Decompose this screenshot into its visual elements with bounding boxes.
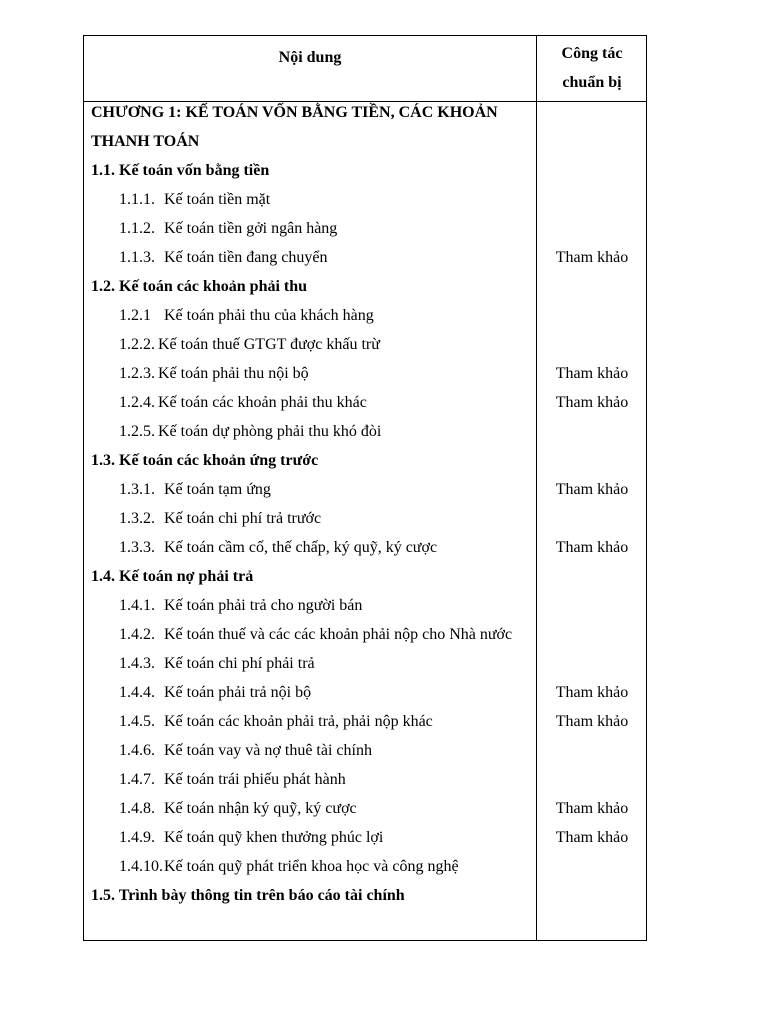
item-title: Kế toán dự phòng phải thu khó đòi (158, 423, 382, 440)
table-row (84, 504, 646, 533)
preparation-note: Tham khảo (555, 684, 629, 701)
item-title: Kế toán quỹ phát triển khoa học và công nghệ (164, 858, 459, 875)
item-number: 1.1.3. (119, 249, 155, 266)
item-text (119, 330, 380, 359)
item-title: Kế toán nhận ký quỹ, ký cược (164, 800, 357, 817)
item-text (119, 736, 372, 765)
table-row (84, 214, 646, 243)
item-text (119, 504, 321, 533)
table-row (84, 823, 646, 852)
table-row (84, 359, 646, 388)
item-title: Kế toán tạm ứng (164, 481, 271, 498)
item-title: Kế toán quỹ khen thưởng phúc lợi (164, 829, 384, 846)
table-row (84, 533, 646, 562)
item-title: Kế toán cầm cố, thế chấp, ký quỹ, ký cược (164, 539, 438, 556)
item-number: 1.2.4. (119, 394, 155, 411)
table-row (84, 185, 646, 214)
item-text (119, 678, 311, 707)
item-number: 1.3.1. (119, 481, 155, 498)
section-title: 1.2. Kế toán các khoản phải thu (91, 278, 308, 295)
item-text (119, 301, 374, 330)
section-heading-row (84, 272, 646, 301)
table-body (84, 98, 646, 910)
item-number: 1.2.1 (119, 307, 151, 324)
item-number: 1.4.6. (119, 742, 155, 759)
item-text (119, 852, 459, 881)
item-title: Kế toán tiền đang chuyển (164, 249, 328, 266)
item-text (119, 214, 337, 243)
item-number: 1.4.4. (119, 684, 155, 701)
item-text (119, 823, 383, 852)
table-row (84, 736, 646, 765)
chapter-heading-row (84, 127, 646, 156)
item-number: 1.4.10. (119, 858, 163, 875)
item-title: Kế toán phải thu của khách hàng (164, 307, 374, 324)
item-title: Kế toán thuế GTGT được khấu trừ (158, 336, 380, 353)
table-row (84, 707, 646, 736)
header-preparation-line1: Công tác (561, 45, 623, 62)
item-title: Kế toán phải thu nội bộ (158, 365, 309, 382)
item-number: 1.2.3. (119, 365, 155, 382)
table-row (84, 417, 646, 446)
item-text (119, 765, 346, 794)
item-text (119, 243, 328, 272)
preparation-note: Tham khảo (555, 365, 629, 382)
preparation-note: Tham khảo (555, 394, 629, 411)
preparation-note: Tham khảo (555, 481, 629, 498)
table-row (84, 475, 646, 504)
header-preparation (537, 39, 647, 97)
table-row (84, 678, 646, 707)
item-number: 1.4.3. (119, 655, 155, 672)
section-heading-row (84, 562, 646, 591)
section-title: 1.5. Trình bày thông tin trên báo cáo tài chính (91, 887, 405, 904)
item-text (119, 359, 309, 388)
item-text (119, 794, 357, 823)
item-number: 1.1.2. (119, 220, 155, 237)
section-title: 1.4. Kế toán nợ phải trả (91, 568, 254, 585)
preparation-note: Tham khảo (555, 539, 629, 556)
item-title: Kế toán vay và nợ thuê tài chính (164, 742, 372, 759)
chapter-title: THANH TOÁN (91, 133, 200, 150)
item-number: 1.2.2. (119, 336, 155, 353)
header-content: Nội dung (278, 49, 342, 66)
item-title: Kế toán tiền gởi ngân hàng (164, 220, 338, 237)
table-row (84, 852, 646, 881)
section-heading-row (84, 156, 646, 185)
item-number: 1.4.2. (119, 626, 155, 643)
item-title: Kế toán chi phí phải trả (164, 655, 315, 672)
item-text (119, 475, 271, 504)
table-row (84, 620, 646, 649)
preparation-note: Tham khảo (555, 829, 629, 846)
item-title: Kế toán chi phí trả trước (164, 510, 322, 527)
item-text (119, 417, 381, 446)
item-number: 1.3.2. (119, 510, 155, 527)
item-number: 1.1.1. (119, 191, 155, 208)
table-row (84, 649, 646, 678)
table-row (84, 794, 646, 823)
item-text (119, 591, 362, 620)
item-number: 1.4.7. (119, 771, 155, 788)
section-heading-row (84, 881, 646, 910)
item-number: 1.4.9. (119, 829, 155, 846)
item-number: 1.4.5. (119, 713, 155, 730)
item-number: 1.3.3. (119, 539, 155, 556)
item-title: Kế toán phải trả cho người bán (164, 597, 363, 614)
item-title: Kế toán phải trả nội bộ (164, 684, 312, 701)
section-heading-row (84, 446, 646, 475)
item-title: Kế toán các khoản phải trả, phải nộp khác (164, 713, 433, 730)
preparation-note: Tham khảo (555, 249, 629, 266)
contents-table (83, 35, 647, 941)
preparation-note: Tham khảo (555, 800, 629, 817)
header-preparation-line2: chuẩn bị (562, 74, 622, 91)
item-text (119, 533, 437, 562)
table-row (84, 243, 646, 272)
item-text (119, 185, 270, 214)
section-title: 1.3. Kế toán các khoản ứng trước (91, 452, 319, 469)
item-title: Kế toán thuế và các các khoản phải nộp cho Nhà nước (164, 626, 513, 643)
table-row (84, 388, 646, 417)
item-number: 1.4.8. (119, 800, 155, 817)
item-title: Kế toán các khoản phải thu khác (158, 394, 367, 411)
item-text (119, 649, 315, 678)
table-row (84, 591, 646, 620)
chapter-title: CHƯƠNG 1: KẾ TOÁN VỐN BẰNG TIỀN, CÁC KHOẢN (91, 104, 498, 121)
section-title: 1.1. Kế toán vốn bằng tiền (91, 162, 270, 179)
item-title: Kế toán trái phiếu phát hành (164, 771, 346, 788)
item-text (119, 707, 433, 736)
item-title: Kế toán tiền mặt (164, 191, 271, 208)
table-row (84, 765, 646, 794)
item-number: 1.4.1. (119, 597, 155, 614)
table-row (84, 330, 646, 359)
item-text (119, 388, 367, 417)
chapter-heading-row (84, 98, 646, 127)
item-text (119, 620, 512, 649)
preparation-note: Tham khảo (555, 713, 629, 730)
table-row (84, 301, 646, 330)
item-number: 1.2.5. (119, 423, 155, 440)
